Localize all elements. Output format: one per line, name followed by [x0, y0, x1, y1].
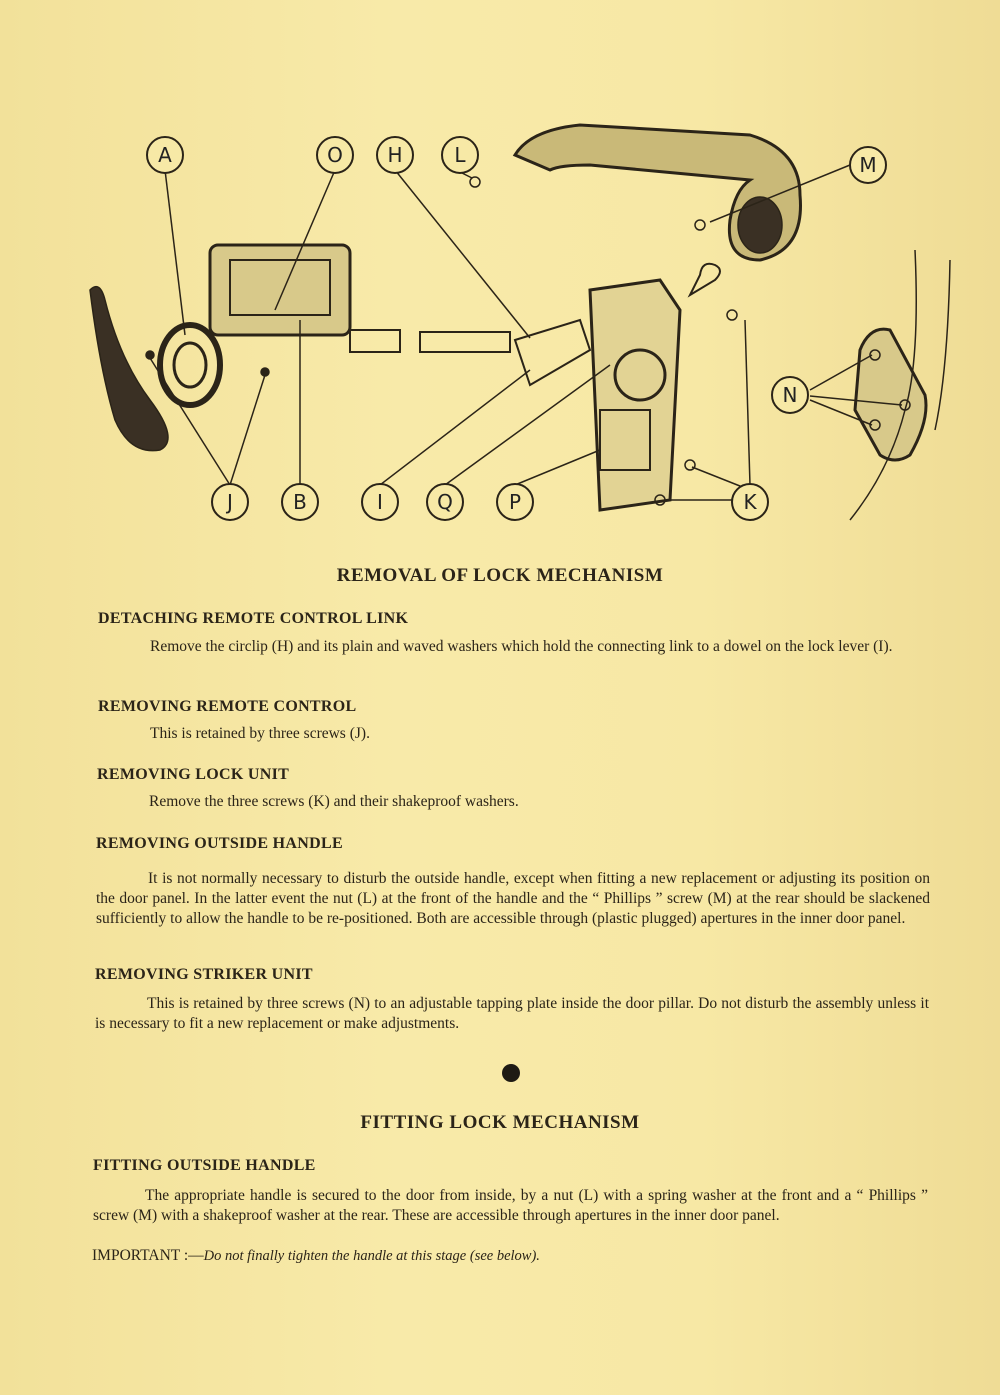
removal-title: REMOVAL OF LOCK MECHANISM: [336, 565, 664, 586]
escutcheon-ring: [160, 325, 220, 405]
callout-label-a: A: [158, 143, 172, 167]
callout-label-l: L: [454, 143, 466, 167]
section-heading: DETACHING REMOTE CONTROL LINK: [98, 610, 409, 627]
diagram-svg: [60, 110, 960, 530]
callout-label-o: O: [327, 143, 343, 167]
section-text: The appropriate handle is secured to the door from inside, by a nut (L) with a spring washer at the front and a “ Phillips ” screw (M) with a shakeproof washer at the rear. These are accessible through apertures in the inner door panel.: [93, 1187, 928, 1224]
section-heading: REMOVING OUTSIDE HANDLE: [96, 835, 343, 852]
fitting-title: FITTING LOCK MECHANISM: [360, 1112, 640, 1133]
callout-label-i: I: [377, 490, 383, 514]
callout-label-m: M: [859, 153, 877, 177]
important-note: [92, 1247, 540, 1265]
callout-label-n: N: [782, 383, 798, 407]
connecting-link: [420, 332, 510, 352]
section-divider-dot: [502, 1064, 520, 1082]
section-text: It is not normally necessary to disturb the outside handle, except when fitting a new replacement or adjusting its position on the door panel. In the latter event the nut (L) at the front of the handle and the “ Phillips ” screw (M) at the rear should be slackened sufficiently to allow the handle to be re-positioned. Both are accessible through (plastic plugged) apertures in the inner door panel.: [96, 870, 930, 927]
key-shape: [690, 264, 720, 295]
section-heading: FITTING OUTSIDE HANDLE: [93, 1157, 316, 1174]
remote-rod: [350, 330, 400, 352]
callout-label-j: J: [227, 490, 233, 514]
section-text: This is retained by three screws (J).: [150, 725, 370, 742]
section-text: Remove the three screws (K) and their shakeproof washers.: [149, 793, 519, 810]
callout-label-p: P: [508, 490, 522, 514]
callout-label-h: H: [387, 143, 403, 167]
section-text: This is retained by three screws (N) to an adjustable tapping plate inside the door pillar. Do not disturb the assembly unless it is necessary to fit a new replacement or make adjustments.: [95, 995, 929, 1032]
callout-label-q: Q: [437, 490, 453, 514]
section-heading: REMOVING REMOTE CONTROL: [98, 698, 357, 715]
section-heading: REMOVING STRIKER UNIT: [95, 966, 313, 983]
section-heading: REMOVING LOCK UNIT: [97, 766, 290, 783]
lock-mechanism-diagram: [60, 110, 960, 530]
lock-unit: [590, 280, 680, 510]
callout-label-k: K: [743, 490, 757, 514]
callout-label-b: B: [293, 490, 307, 514]
important-text: Do not finally tighten the handle at this stage (see below).: [203, 1248, 540, 1264]
section-text: Remove the circlip (H) and its plain and waved washers which hold the connecting link to a dowel on the lock lever (I).: [150, 638, 893, 655]
important-label: IMPORTANT :—: [92, 1247, 204, 1264]
